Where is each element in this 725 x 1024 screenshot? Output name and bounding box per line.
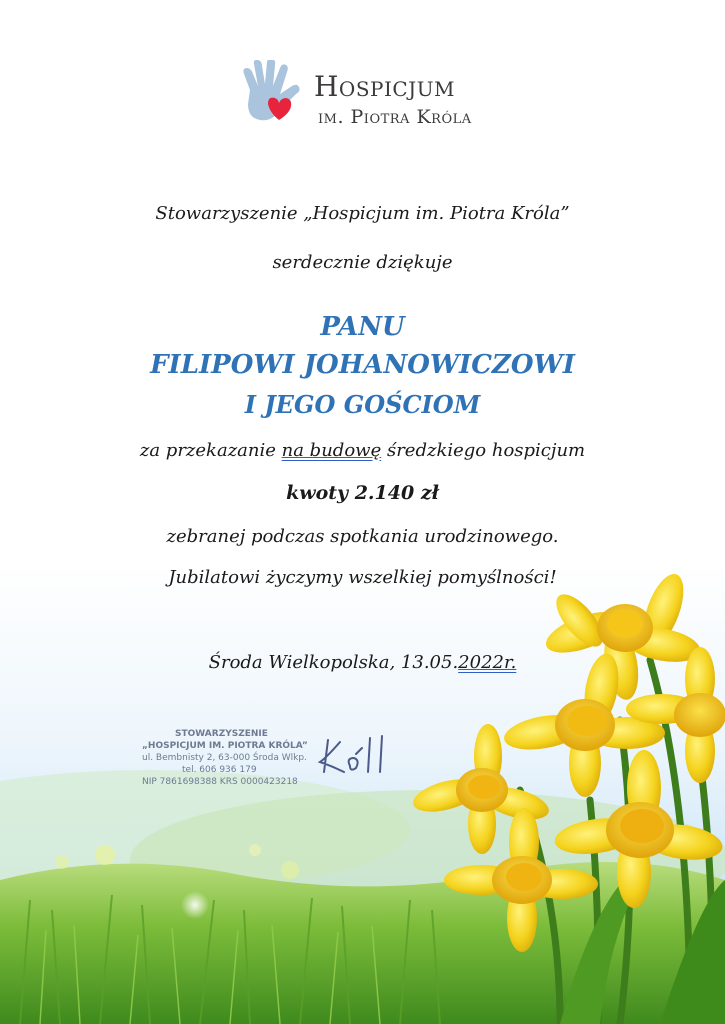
purpose-suffix: średzkiego hospicjum [381,440,586,461]
hand-heart-icon [240,60,310,132]
logo-title: Hospicjum [314,70,456,103]
recipient-name: FILIPOWI JOHANOWICZOWI [150,350,575,380]
stamp-line-3: ul. Bembnisty 2, 63-000 Środa Wlkp. [142,753,307,763]
stamp-line-1: STOWARZYSZENIE [175,729,268,739]
organization-line: Stowarzyszenie „Hospicjum im. Piotra Króla” [155,203,570,224]
purpose-underlined: na budowę [281,440,382,461]
stamp-line-2: „HOSPICJUM IM. PIOTRA KRÓLA” [142,741,308,751]
handwritten-signature [310,732,400,782]
place-date [0,652,725,673]
recipient-guests: I JEGO GOŚCIOM [244,390,481,419]
thanks-line: serdecznie dziękuje [272,252,453,273]
hospice-logo [240,60,530,140]
organization-stamp [142,728,322,788]
recipient-salutation: PANU [320,312,405,342]
occasion-line: zebranej podczas spotkania urodzinowego. [166,526,559,547]
stamp-line-5: NIP 7861698388 KRS 0000423218 [142,777,298,787]
wishes-line: Jubilatowi życzymy wszelkiej pomyślności! [168,567,557,588]
stamp-line-4: tel. 606 936 179 [182,765,257,775]
logo-subtitle: im. Piotra Króla [318,106,472,128]
place-date-text: Środa Wielkopolska, 13.05. [208,652,459,673]
purpose-prefix: za przekazanie [139,440,282,461]
donation-amount: kwoty 2.140 zł [286,482,439,504]
date-year: 2022r. [458,652,517,673]
purpose-line [0,440,725,461]
